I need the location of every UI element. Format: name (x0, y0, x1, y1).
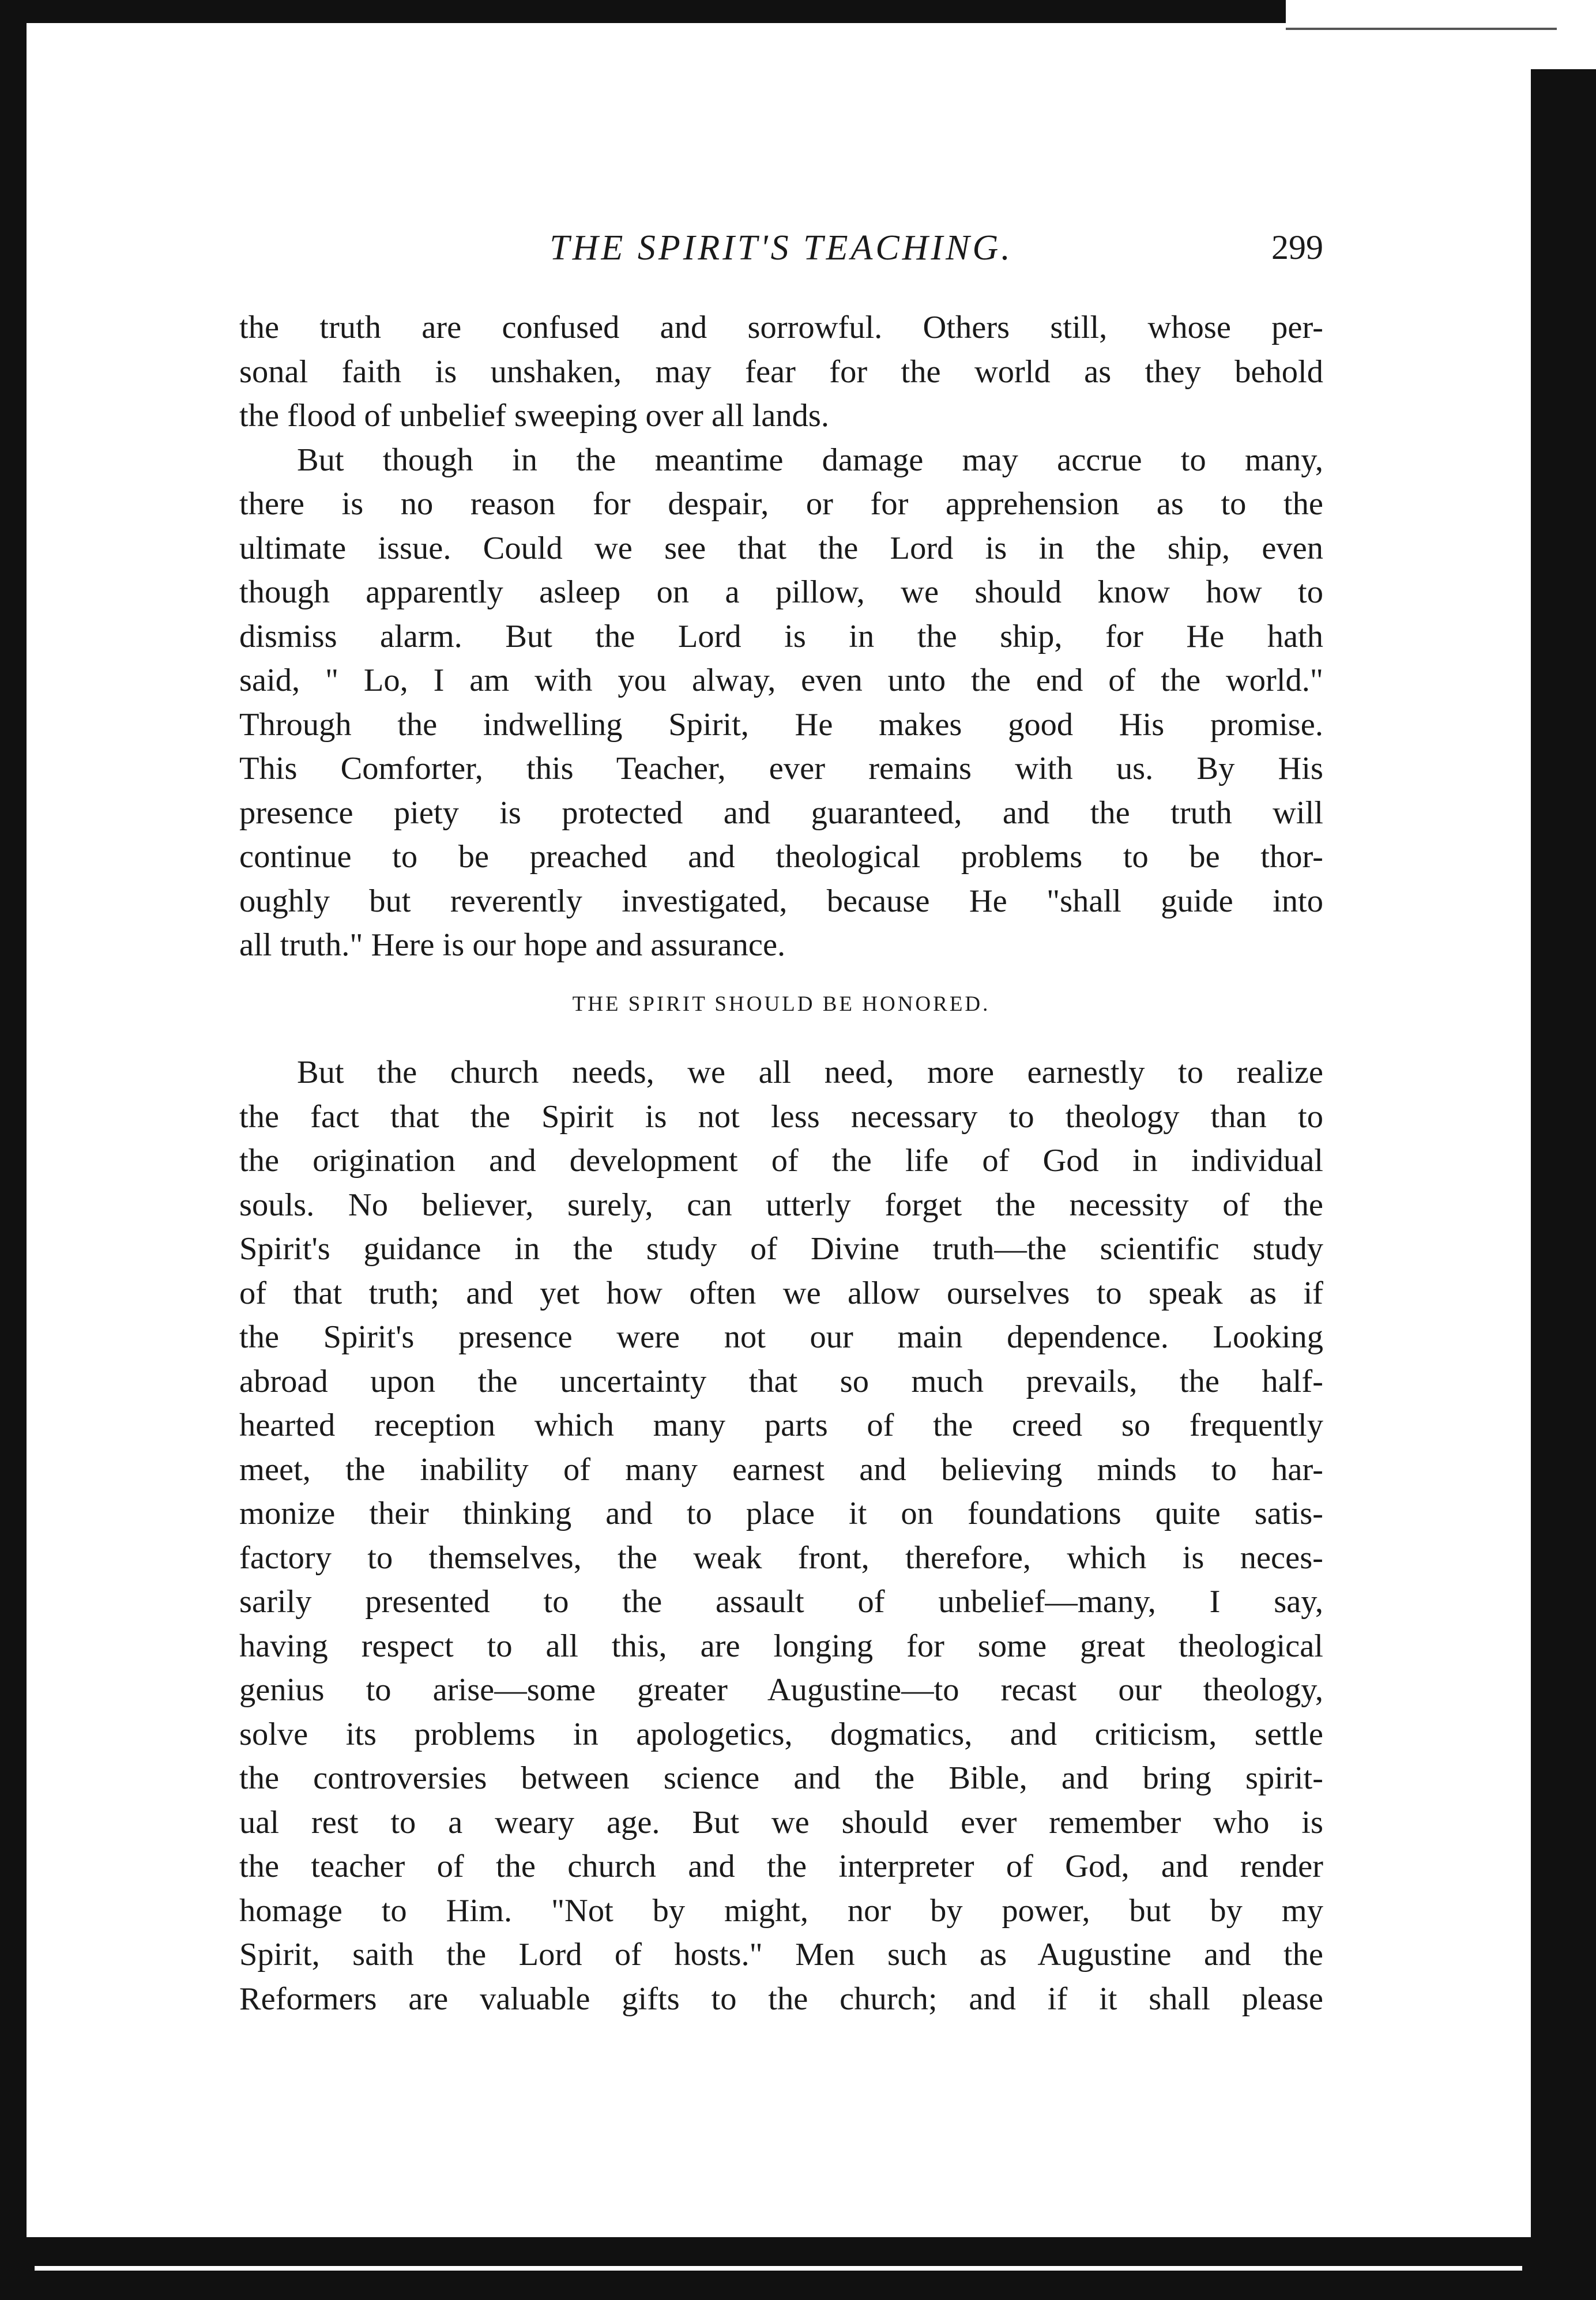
text-line: solve its problems in apologetics, dogmatics, and criticism, settle (239, 1716, 1323, 1752)
text-line: of that truth; and yet how often we allow ourselves to speak as if (239, 1275, 1323, 1311)
text-line: ual rest to a weary age. But we should ever remember who is (239, 1804, 1323, 1840)
text-line: the teacher of the church and the interpreter of God, and render (239, 1849, 1323, 1884)
text-line: all truth." Here is our hope and assurance. (239, 927, 786, 963)
page-number: 299 (1271, 228, 1323, 266)
scan-edge-top-thin (1286, 28, 1557, 30)
page-body (239, 306, 1323, 2021)
text-line: genius to arise—some greater Augustine—to recast our theology, (239, 1672, 1323, 1708)
text-line: Through the indwelling Spirit, He makes good His promise. (239, 706, 1323, 743)
text-line: This Comforter, this Teacher, ever remains with us. By His (239, 751, 1323, 786)
text-line: sonal faith is unshaken, may fear for the world as they behold (239, 353, 1323, 390)
scan-edge-top (0, 0, 1286, 23)
text-line: oughly but reverently investigated, because He "shall guide into (239, 883, 1323, 919)
text-line: having respect to all this, are longing for some great theological (239, 1628, 1323, 1664)
text-line: said, " Lo, I am with you alway, even unto the end of the world." (239, 662, 1323, 698)
text-line: the origination and development of the life of God in individual (239, 1143, 1323, 1179)
text-line: factory to themselves, the weak front, therefore, which is neces- (239, 1539, 1323, 1576)
text-line: continue to be preached and theological problems to be thor- (239, 839, 1323, 875)
text-line: though apparently asleep on a pillow, we should know how to (239, 574, 1323, 610)
scan-edge-left (0, 0, 27, 2300)
scan-edge-right (1531, 69, 1596, 2300)
text-line: souls. No believer, surely, can utterly forget the necessity of the (239, 1187, 1323, 1223)
text-line: Reformers are valuable gifts to the church; and if it shall please (239, 1981, 1323, 2017)
scan-edge-bottom-gap (35, 2266, 1522, 2271)
text-line: ultimate issue. Could we see that the Lord is in the ship, even (239, 530, 1323, 566)
text-line: dismiss alarm. But the Lord is in the ship, for He hath (239, 618, 1323, 654)
running-title: THE SPIRIT'S TEACHING. (549, 228, 1013, 268)
text-line: Spirit, saith the Lord of hosts." Men such as Augustine and the (239, 1937, 1323, 1972)
paragraph-1 (239, 306, 1323, 438)
text-line: the flood of unbelief sweeping over all lands. (239, 398, 829, 434)
text-line: meet, the inability of many earnest and believing minds to har- (239, 1451, 1323, 1488)
text-line: the Spirit's presence were not our main dependence. Looking (239, 1319, 1323, 1355)
page-header (239, 228, 1323, 285)
text-line: the truth are confused and sorrowful. Others still, whose per- (239, 310, 1323, 345)
text-line: But though in the meantime damage may accrue to many, (297, 442, 1323, 478)
text-line: presence piety is protected and guaranteed, and the truth will (239, 795, 1323, 831)
text-line: abroad upon the uncertainty that so much prevails, the half- (239, 1363, 1323, 1399)
text-line: homage to Him. "Not by might, nor by power, but by my (239, 1892, 1323, 1929)
text-line: Spirit's guidance in the study of Divine truth—the scientific study (239, 1231, 1323, 1267)
text-line: hearted reception which many parts of the creed so frequently (239, 1407, 1323, 1443)
section-heading: THE SPIRIT SHOULD BE HONORED. (572, 992, 991, 1016)
paragraph-3 (239, 1051, 1323, 2021)
text-line: the fact that the Spirit is not less necessary to theology than to (239, 1098, 1323, 1135)
text-line: sarily presented to the assault of unbelief—many, I say, (239, 1584, 1323, 1620)
text-line: there is no reason for despair, or for apprehension as to the (239, 486, 1323, 522)
text-line: monize their thinking and to place it on foundations quite satis- (239, 1496, 1323, 1531)
paragraph-2 (239, 438, 1323, 968)
text-line: the controversies between science and the Bible, and bring spirit- (239, 1760, 1323, 1796)
text-line: But the church needs, we all need, more earnestly to realize (297, 1055, 1323, 1090)
